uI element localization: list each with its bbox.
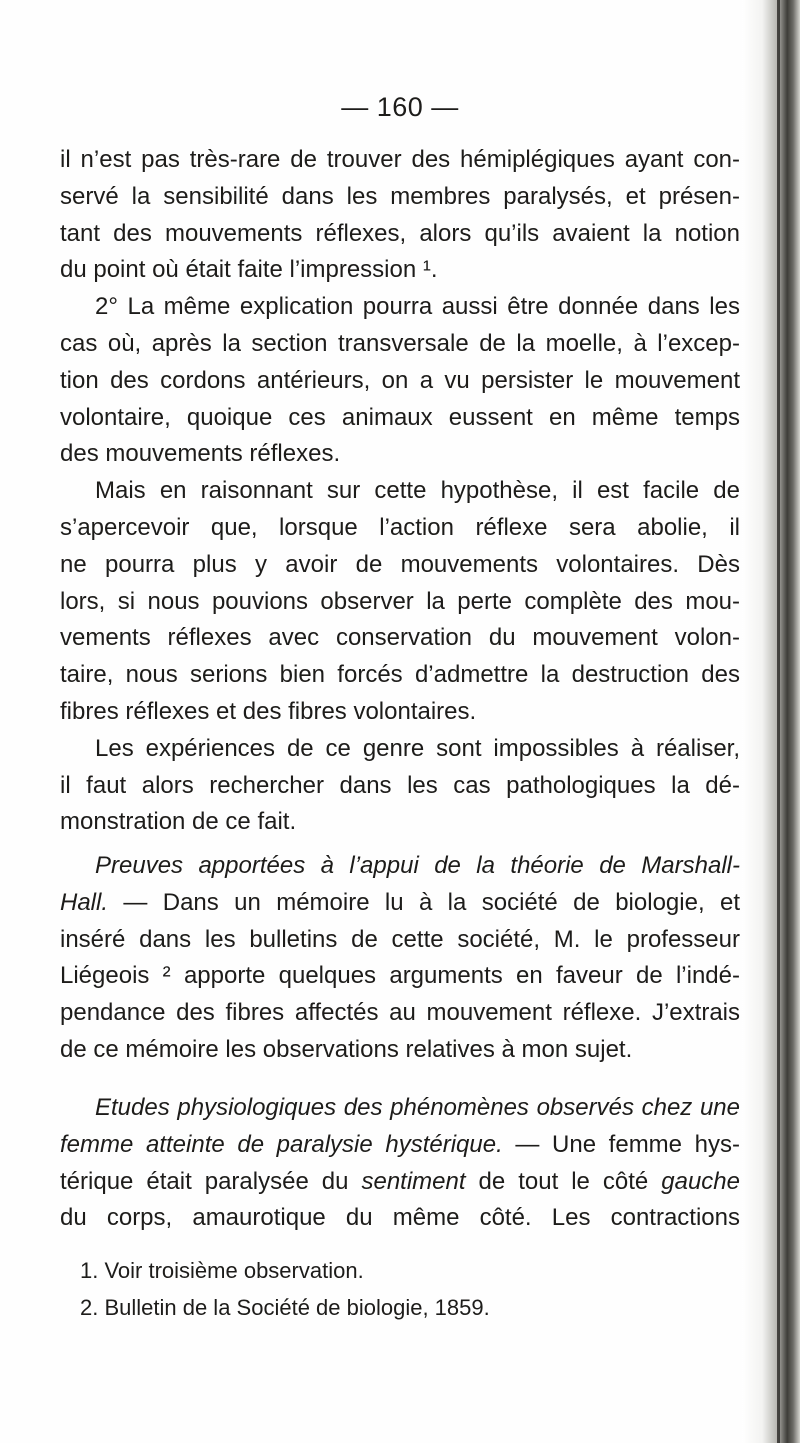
italic-word: gauche [661, 1167, 740, 1195]
text-line: monstration de ce fait. [60, 808, 297, 836]
text-line: Les expériences de ce genre sont impossibles à réaliser, [95, 734, 740, 762]
text-line: du point où était faite l’impression ¹. [60, 256, 438, 284]
text-line: inséré dans les bulletins de cette société, M. le professeur [60, 925, 740, 953]
text-line: volontaire, quoique ces animaux eussent en même temps [60, 403, 740, 431]
section-heading-end: Hall. [60, 888, 109, 916]
text-line: Mais en raisonnant sur cette hypothèse, il est facile de [95, 477, 740, 505]
text-line: cas où, après la section transversale de la moelle, à l’excep- [60, 329, 740, 357]
text-line: des mouvements réflexes. [60, 440, 341, 468]
text-line: servé la sensibilité dans les membres paralysés, et présen- [60, 182, 740, 210]
page-number: — 160 — [341, 92, 459, 122]
footnotes [80, 1254, 740, 1328]
text-line: du corps, amaurotique du même côté. Les contractions [60, 1204, 740, 1232]
text-line: lors, si nous pouvions observer la perte complète des mou- [60, 587, 740, 615]
text-run: térique était paralysée du [60, 1167, 362, 1195]
section-hysteric-paralysis [60, 1090, 740, 1237]
text-line: il faut alors rechercher dans les cas pathologiques la dé- [60, 771, 740, 799]
section-heading-end: femme atteinte de paralysie hystérique. [60, 1130, 503, 1158]
text-line [60, 1164, 740, 1201]
text-line [60, 885, 740, 922]
text-run: — Une femme hys- [502, 1130, 740, 1158]
text-line: pendance des fibres affectés au mouvement réflexe. J’extrais [60, 999, 740, 1027]
text-line: tant des mouvements réflexes, alors qu’ils avaient la notion [60, 219, 740, 247]
text-line: s’apercevoir que, lorsque l’action réflexe sera abolie, il [60, 513, 740, 541]
text-line: ne pourra plus y avoir de mouvements volontaires. Dès [60, 550, 740, 578]
text-run: — Dans un mémoire lu à la société de biologie, et [108, 888, 740, 916]
text-line: de ce mémoire les observations relatives à mon sujet. [60, 1035, 633, 1063]
page-edge-shadow [742, 0, 800, 1443]
section-marshall-hall [60, 848, 740, 1069]
paragraph-hemiplegia [60, 142, 740, 841]
text-run: de tout le côté [465, 1167, 662, 1195]
text-line [60, 1127, 740, 1164]
text-line: Liégeois ² apporte quelques arguments en faveur de l’indé- [60, 962, 740, 990]
text-line: tion des cordons antérieurs, on a vu persister le mouvement [60, 366, 740, 394]
footnote: 2. Bulletin de la Société de biologie, 1859. [80, 1294, 490, 1320]
text-line: il n’est pas très-rare de trouver des hémiplégiques ayant con- [60, 146, 740, 173]
page-binding-edge [777, 0, 780, 1443]
text-line: vements réflexes avec conservation du mouvement volon- [60, 624, 740, 652]
text-line: taire, nous serions bien forcés d’admettre la destruction des [60, 661, 740, 689]
text-line: 2° La même explication pourra aussi être donnée dans les [95, 293, 740, 321]
italic-word: sentiment [361, 1167, 466, 1195]
text-line: fibres réflexes et des fibres volontaires. [60, 697, 477, 725]
footnote: 1. Voir troisième observation. [80, 1258, 364, 1283]
section-heading: Etudes physiologiques des phénomènes observés chez une [95, 1094, 740, 1121]
section-heading: Preuves apportées à l’appui de la théorie de Marshall- [95, 852, 740, 879]
